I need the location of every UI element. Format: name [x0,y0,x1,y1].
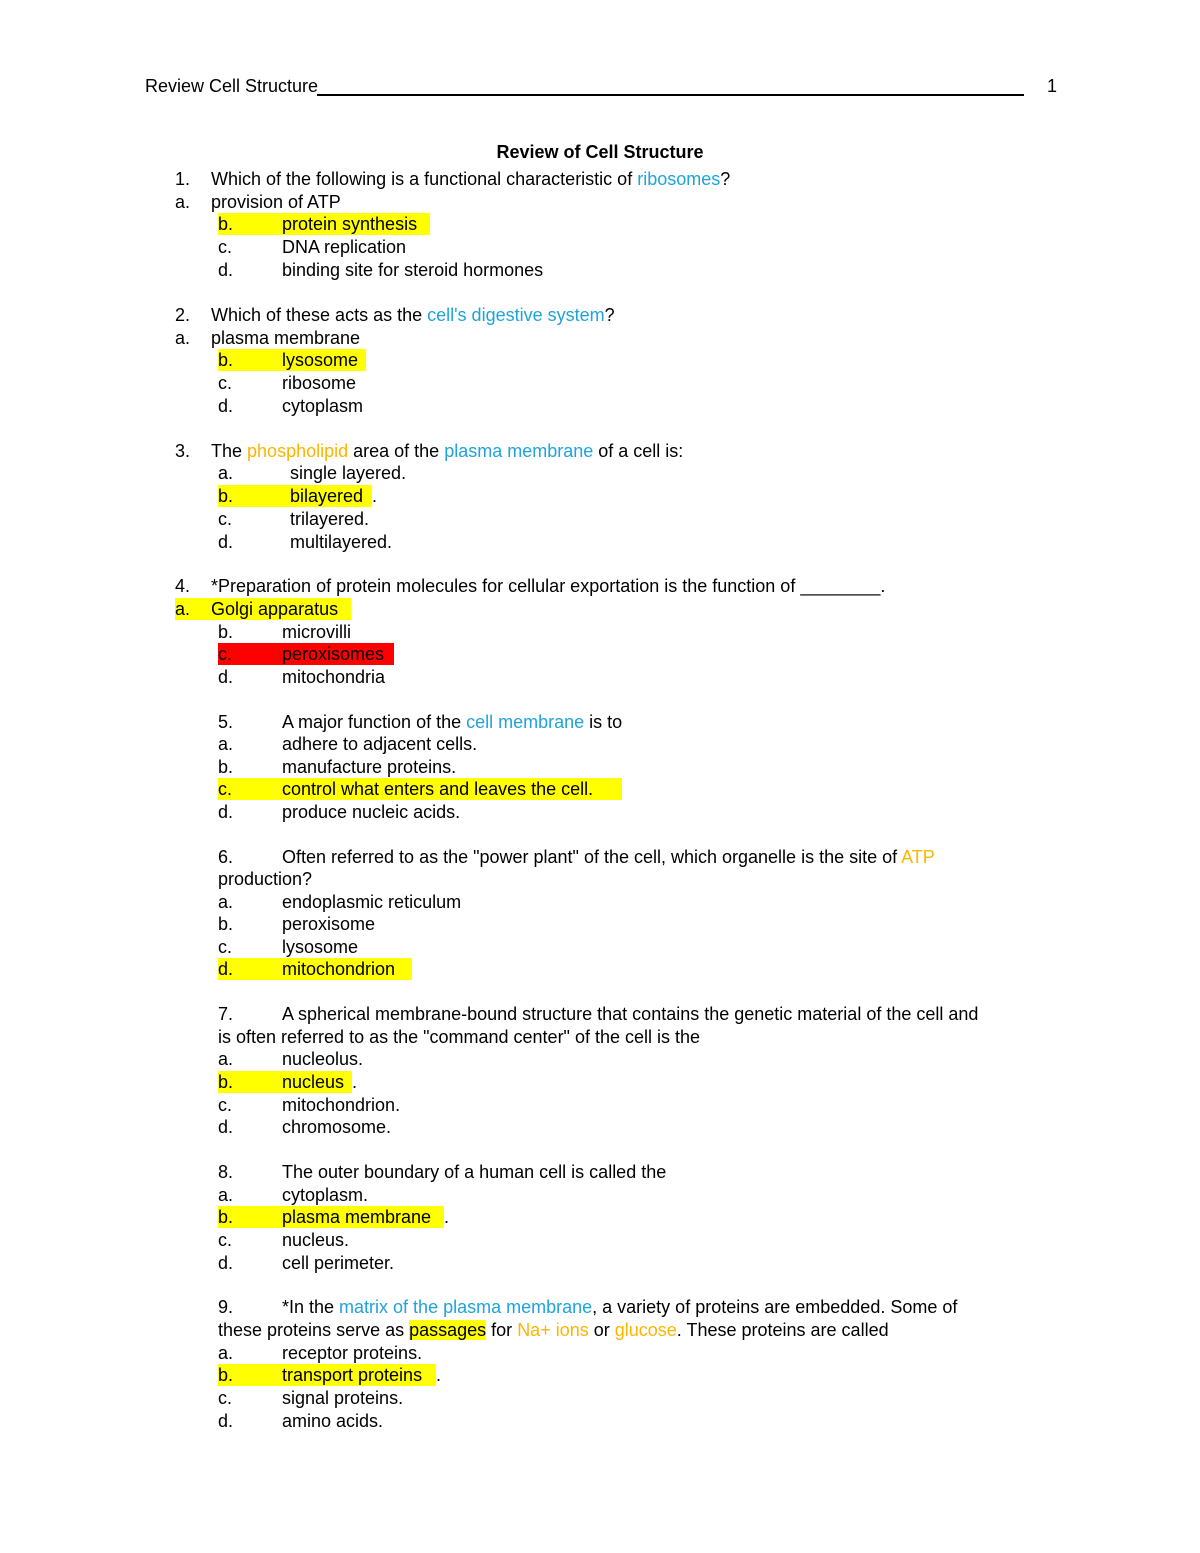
correct-answer: b. plasma membrane . [218,1207,450,1227]
question-number: 6. [218,847,234,867]
option-text: manufacture proteins. [282,757,457,777]
correct-answer: c. control what enters and leaves the cell. [218,778,622,800]
option-letter: a. [218,1049,234,1069]
question-text: *In the matrix of the plasma membrane, a variety of proteins are embedded. Some of [282,1297,958,1317]
option-letter: a. [175,192,191,212]
page-number: 1 [1046,76,1057,96]
correct-answer: b. transport proteins . [218,1365,442,1385]
option-letter: c. [218,373,233,393]
question-text: The phospholipid area of the plasma membrane of a cell is: [211,441,684,461]
option-letter: c. [218,1388,233,1408]
question-text: *Preparation of protein molecules for cellular exportation is the function of ________. [211,576,886,596]
question-number: 4. [175,576,191,596]
option-text: microvilli [282,622,351,642]
question-number: 2. [175,305,191,325]
option-text: amino acids. [282,1411,384,1431]
option-text: nucleus. [282,1230,350,1250]
option-text: mitochondrion. [282,1095,401,1115]
header-rule [317,94,1024,96]
page-header [145,76,1057,102]
question-number: 9. [218,1297,234,1317]
option-text: trilayered. [290,509,370,529]
correct-answer: d. mitochondrion [218,958,412,980]
option-letter: d. [218,532,234,552]
option-letter: a. [218,1343,234,1363]
highlighted-term: passages [409,1320,487,1340]
key-term: cell's digestive system [427,305,605,325]
correct-answer: b. bilayered . [218,486,378,506]
wrong-answer-marked: c. peroxisomes [218,643,394,665]
option-text: cytoplasm. [282,1185,369,1205]
option-text: peroxisome [282,914,376,934]
correct-answer: b. lysosome [218,349,366,371]
key-term: Na+ ions [517,1320,589,1340]
key-term: glucose [614,1320,677,1340]
option-letter: d. [218,1253,234,1273]
question-text: The outer boundary of a human cell is called the [282,1162,667,1182]
option-text: signal proteins. [282,1388,404,1408]
option-text: plasma membrane [211,328,361,348]
question-text: Often referred to as the "power plant" of the cell, which organelle is the site of ATP [282,847,935,867]
question-text: Which of the following is a functional characteristic of ribosomes? [211,169,731,189]
key-term: phospholipid [247,441,349,461]
option-text: adhere to adjacent cells. [282,734,478,754]
option-letter: d. [218,396,234,416]
option-text: multilayered. [290,532,393,552]
key-term: matrix of the plasma membrane [339,1297,593,1317]
option-letter: d. [218,802,234,822]
option-letter: d. [218,667,234,687]
question-number: 3. [175,441,191,461]
header-title: Review Cell Structure [145,76,319,96]
question-text-continued: production? [218,869,313,889]
option-letter: c. [218,237,233,257]
option-text: produce nucleic acids. [282,802,461,822]
option-text: mitochondria [282,667,386,687]
option-letter: a. [218,1185,234,1205]
question-text-continued: these proteins serve as passages for Na+ ions or glucose. These proteins are called [218,1320,889,1340]
option-letter: c. [218,1230,233,1250]
key-term: cell membrane [466,712,585,732]
key-term: ribosomes [637,169,721,189]
question-number: 1. [175,169,191,189]
option-text: binding site for steroid hormones [282,260,544,280]
question-number: 7. [218,1004,234,1024]
option-letter: b. [218,622,234,642]
correct-answer: b. protein synthesis [218,213,430,235]
option-letter: a. [218,892,234,912]
question-number: 5. [218,712,234,732]
option-letter: a. [175,328,191,348]
question-number: 8. [218,1162,234,1182]
option-text: endoplasmic reticulum [282,892,462,912]
option-letter: b. [218,914,234,934]
option-letter: d. [218,260,234,280]
question-text: Which of these acts as the cell's digestive system? [211,305,615,325]
option-letter: c. [218,1095,233,1115]
option-letter: c. [218,509,233,529]
option-text: DNA replication [282,237,407,257]
option-text: ribosome [282,373,357,393]
option-text: cell perimeter. [282,1253,395,1273]
option-text: cytoplasm [282,396,364,416]
option-letter: a. [218,463,234,483]
option-text: receptor proteins. [282,1343,423,1363]
option-text: nucleolus. [282,1049,364,1069]
correct-answer: b. nucleus . [218,1072,358,1092]
option-text: chromosome. [282,1117,392,1137]
key-term: ATP [901,847,935,867]
option-text: lysosome [282,937,359,957]
option-letter: c. [218,937,233,957]
option-text: single layered. [290,463,407,483]
correct-answer: a. Golgi apparatus [175,598,351,620]
question-text: A spherical membrane-bound structure that contains the genetic material of the cell and [282,1004,979,1024]
option-letter: d. [218,1411,234,1431]
option-letter: a. [218,734,234,754]
option-letter: b. [218,757,234,777]
question-text-continued: is often referred to as the "command center" of the cell is the [218,1027,701,1047]
option-letter: d. [218,1117,234,1137]
document-title: Review of Cell Structure [496,142,704,162]
question-text: A major function of the cell membrane is to [282,712,623,732]
option-text: provision of ATP [211,192,341,212]
key-term: plasma membrane [444,441,594,461]
